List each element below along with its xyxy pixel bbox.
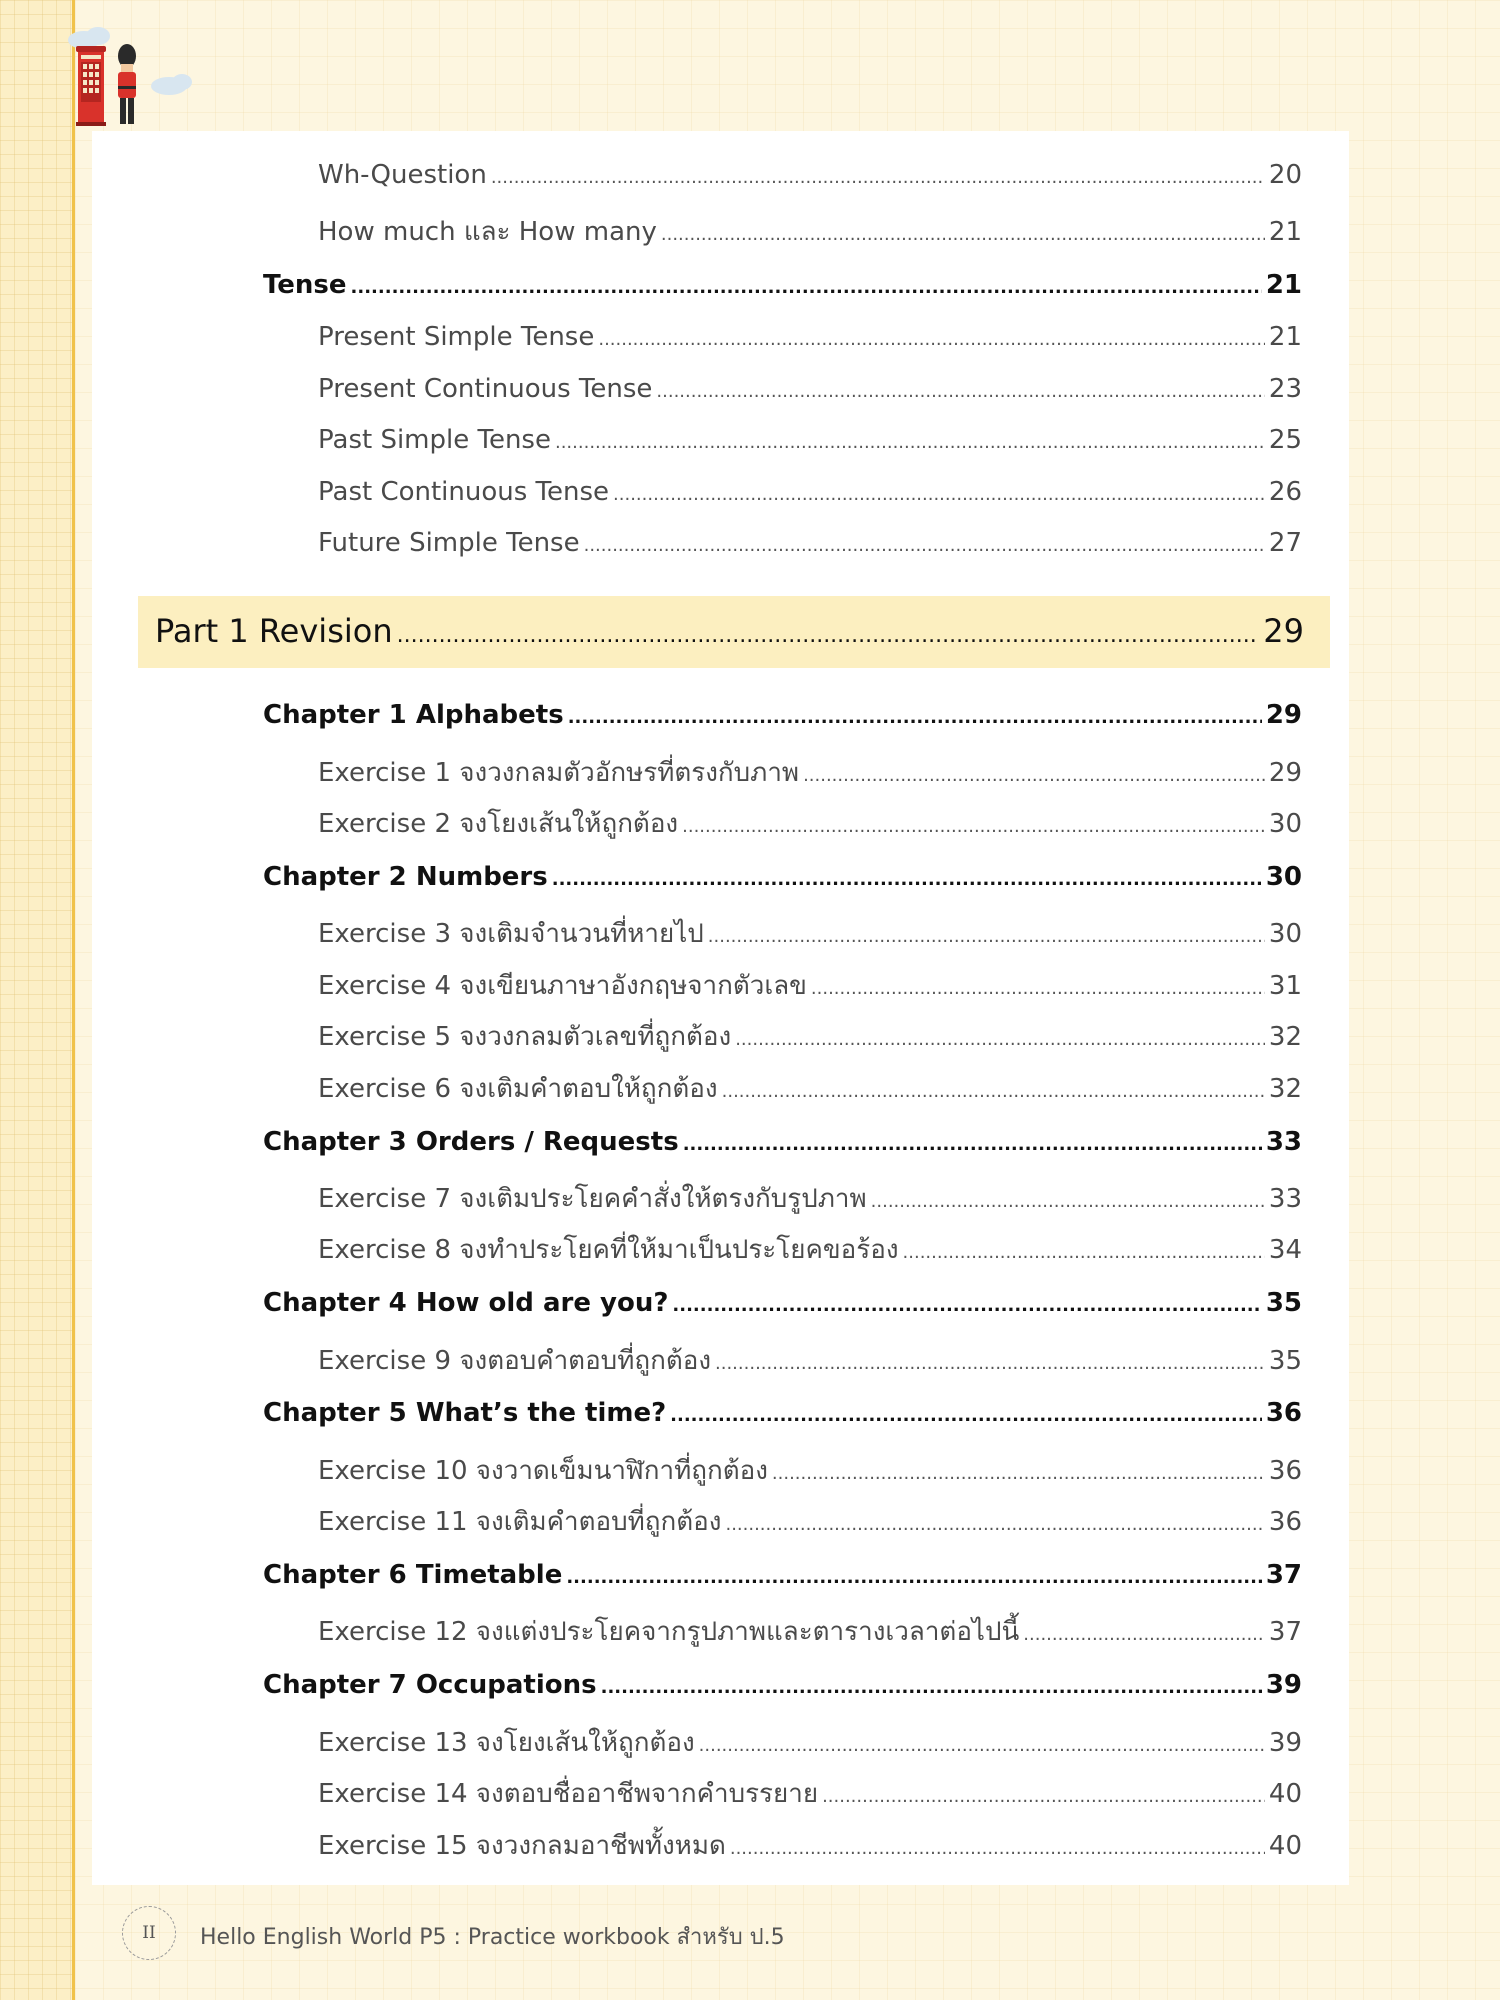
toc-chapter-entry[interactable] (263, 1288, 1302, 1318)
dot-leader (715, 1353, 1265, 1374)
toc-entry[interactable] (318, 1178, 1302, 1219)
dot-leader (555, 432, 1265, 453)
toc-entry-page: 29 (1268, 758, 1302, 788)
toc-entry-label: Exercise 15 จงวงกลมอาชีพทั้งหมด (318, 1831, 726, 1861)
toc-entry[interactable] (318, 1773, 1302, 1814)
toc-entry-label: Future Simple Tense (318, 528, 580, 558)
dot-leader (601, 1677, 1262, 1698)
toc-entry[interactable] (318, 1016, 1302, 1057)
toc-entry-page: 37 (1265, 1560, 1302, 1590)
toc-chapter-entry[interactable] (263, 862, 1302, 892)
dot-leader (351, 277, 1262, 298)
toc-entry-label: Exercise 9 จงตอบคำตอบที่ถูกต้อง (318, 1346, 712, 1376)
toc-entry-page: 23 (1268, 374, 1302, 404)
toc-entry-page: 31 (1268, 971, 1302, 1001)
dot-leader (772, 1463, 1265, 1484)
toc-entry-label: Past Simple Tense (318, 425, 551, 455)
toc-entry-page: 39 (1268, 1728, 1302, 1758)
toc-entry-page: 21 (1268, 322, 1302, 352)
toc-entry-page: 33 (1268, 1184, 1302, 1214)
royal-guard-icon (118, 44, 136, 124)
toc-entry-page: 21 (1265, 270, 1302, 300)
grid-margin-strip (0, 0, 72, 2000)
dot-leader (871, 1191, 1265, 1212)
toc-entry-label: Exercise 8 จงทำประโยคที่ให้มาเป็นประโยคขอร้อง (318, 1235, 899, 1265)
dot-leader (811, 978, 1265, 999)
toc-chapter-entry[interactable] (263, 700, 1302, 730)
toc-chapter-entry[interactable] (263, 1127, 1302, 1157)
toc-chapter-entry[interactable] (263, 1560, 1302, 1590)
toc-entry-page: 30 (1265, 862, 1302, 892)
dot-leader (683, 1134, 1262, 1155)
margin-rule (72, 0, 75, 2000)
dot-leader (672, 1295, 1261, 1316)
dot-leader (491, 167, 1265, 188)
toc-entry-label: Exercise 6 จงเติมคำตอบให้ถูกต้อง (318, 1074, 718, 1104)
dot-leader (397, 623, 1260, 648)
dot-leader (566, 1567, 1261, 1588)
dot-leader (661, 224, 1265, 245)
toc-entry[interactable] (318, 1611, 1302, 1652)
toc-entry[interactable] (318, 1229, 1302, 1270)
toc-entry-label: Exercise 14 จงตอบชื่ออาชีพจากคำบรรยาย (318, 1779, 819, 1809)
toc-entry[interactable] (318, 752, 1302, 793)
toc-chapter-entry[interactable] (263, 1670, 1302, 1700)
toc-entry-label: Chapter 3 Orders / Requests (263, 1127, 679, 1157)
toc-entry-label: Chapter 5 What’s the time? (263, 1398, 667, 1428)
toc-entry[interactable] (318, 965, 1302, 1006)
toc-entry[interactable] (318, 477, 1302, 507)
dot-leader (656, 381, 1264, 402)
dot-leader (552, 869, 1262, 890)
toc-entry[interactable] (318, 1450, 1302, 1491)
toc-entry-label: How much และ How many (318, 217, 657, 247)
toc-entry-page: 39 (1265, 1670, 1302, 1700)
toc-entry[interactable] (318, 374, 1302, 404)
toc-entry-page: 36 (1268, 1456, 1302, 1486)
dot-leader (613, 484, 1265, 505)
toc-entry-page: 26 (1268, 477, 1302, 507)
toc-entry-label: Exercise 4 จงเขียนภาษาอังกฤษจากตัวเลข (318, 971, 807, 1001)
dot-leader (725, 1514, 1264, 1535)
page-number-badge (122, 1906, 176, 1960)
toc-entry-page: 36 (1268, 1507, 1302, 1537)
toc-entry-label: Exercise 2 จงโยงเส้นให้ถูกต้อง (318, 809, 679, 839)
toc-entry-label: Chapter 2 Numbers (263, 862, 548, 892)
toc-entry-label: Tense (263, 270, 347, 300)
toc-entry-page: 35 (1265, 1288, 1302, 1318)
toc-entry[interactable] (318, 528, 1302, 558)
dot-leader (722, 1081, 1265, 1102)
toc-entry-page: 32 (1268, 1074, 1302, 1104)
dot-leader (1023, 1624, 1265, 1645)
dot-leader (598, 329, 1265, 350)
toc-entry-label: Exercise 10 จงวาดเข็มนาฬิกาที่ถูกต้อง (318, 1456, 768, 1486)
toc-entry-page: 30 (1268, 809, 1302, 839)
toc-entry-page: 37 (1268, 1617, 1302, 1647)
dot-leader (822, 1786, 1265, 1807)
page-number: II (142, 1923, 156, 1943)
toc-entry[interactable] (318, 803, 1302, 844)
toc-entry-page: 40 (1268, 1831, 1302, 1861)
dot-leader (568, 707, 1262, 728)
toc-entry-label: Part 1 Revision (155, 612, 393, 650)
toc-entry[interactable] (318, 913, 1302, 954)
toc-entry-page: 25 (1268, 425, 1302, 455)
toc-entry-page: 27 (1268, 528, 1302, 558)
dot-leader (670, 1405, 1262, 1426)
toc-entry-page: 40 (1268, 1779, 1302, 1809)
london-illustration (64, 26, 194, 130)
dot-leader (803, 765, 1265, 786)
toc-entry-page: 34 (1268, 1235, 1302, 1265)
toc-entry-label: Exercise 11 จงเติมคำตอบที่ถูกต้อง (318, 1507, 722, 1537)
toc-entry-page: 30 (1268, 919, 1302, 949)
toc-entry-label: Chapter 1 Alphabets (263, 700, 564, 730)
toc-entry-page: 29 (1265, 700, 1302, 730)
dot-leader (699, 1735, 1265, 1756)
toc-entry[interactable] (318, 1722, 1302, 1763)
toc-entry[interactable] (318, 1068, 1302, 1109)
toc-entry-label: Exercise 1 จงวงกลมตัวอักษรที่ตรงกับภาพ (318, 758, 800, 788)
toc-entry[interactable] (318, 1340, 1302, 1381)
dot-leader (735, 1029, 1265, 1050)
toc-entry-page: 33 (1265, 1127, 1302, 1157)
toc-entry-label: Exercise 5 จงวงกลมตัวเลขที่ถูกต้อง (318, 1022, 732, 1052)
toc-chapter-entry[interactable] (263, 1398, 1302, 1428)
toc-entry[interactable] (318, 1501, 1302, 1542)
toc-chapter-entry[interactable] (263, 270, 1302, 300)
toc-entry-label: Chapter 4 How old are you? (263, 1288, 669, 1318)
toc-entry-label: Present Simple Tense (318, 322, 595, 352)
toc-entry-label: Present Continuous Tense (318, 374, 653, 404)
toc-entry-label: Wh-Question (318, 160, 487, 190)
dot-leader (708, 926, 1265, 947)
toc-entry[interactable] (318, 425, 1302, 455)
footer-book-title: Hello English World P5 : Practice workbook สำหรับ ป.5 (200, 1925, 785, 1950)
phone-booth-icon (76, 46, 106, 126)
toc-entry-label: Exercise 7 จงเติมประโยคคำสั่งให้ตรงกับรูปภาพ (318, 1184, 867, 1214)
toc-entry-page: 35 (1268, 1346, 1302, 1376)
toc-entry[interactable] (318, 160, 1302, 190)
toc-entry-page: 20 (1268, 160, 1302, 190)
toc-entry[interactable] (318, 322, 1302, 352)
toc-entry-page: 21 (1268, 217, 1302, 247)
toc-entry-page: 36 (1265, 1398, 1302, 1428)
dot-leader (682, 816, 1265, 837)
toc-entry-label: Chapter 7 Occupations (263, 1670, 597, 1700)
toc-entry-page: 32 (1268, 1022, 1302, 1052)
toc-entry-label: Exercise 12 จงแต่งประโยคจากรูปภาพและตารางเวลาต่อไปนี้ (318, 1617, 1020, 1647)
dot-leader (903, 1242, 1265, 1263)
toc-entry-label: Chapter 6 Timetable (263, 1560, 563, 1590)
dot-leader (584, 535, 1265, 556)
toc-entry-label: Past Continuous Tense (318, 477, 610, 507)
toc-entry-page: 29 (1263, 612, 1304, 650)
toc-entry-label: Exercise 3 จงเติมจำนวนที่หายไป (318, 919, 704, 949)
dot-leader (730, 1838, 1265, 1859)
toc-entry[interactable] (318, 211, 1302, 252)
toc-part-entry[interactable] (155, 612, 1304, 650)
toc-entry[interactable] (318, 1825, 1302, 1866)
toc-entry-label: Exercise 13 จงโยงเส้นให้ถูกต้อง (318, 1728, 695, 1758)
